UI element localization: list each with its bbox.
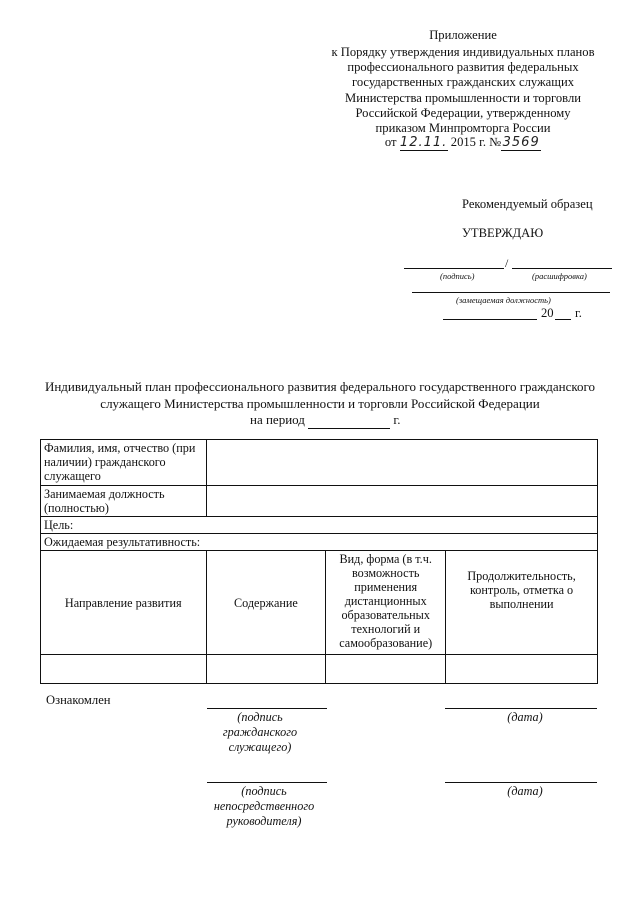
period-prefix: на период <box>250 412 305 427</box>
table-row <box>41 655 598 684</box>
plan-title-line-2: служащего Министерства промышленности и торговли Российской Федерации <box>100 396 540 411</box>
signature-line <box>404 268 504 269</box>
table-header-row <box>41 551 598 655</box>
empty-cell[interactable] <box>41 655 207 684</box>
header-form: Вид, форма (в т.ч. возможность применения дистанционных образовательных технологий и самообразование) <box>326 551 446 655</box>
date-caption-1: (дата) <box>507 710 543 724</box>
empty-cell[interactable] <box>326 655 446 684</box>
employee-signature-caption: (подпись гражданского служащего) <box>222 710 298 754</box>
approval-date-year: 20 <box>541 306 554 320</box>
manager-signature-line <box>207 782 327 783</box>
year-number-text: 2015 г. № <box>450 135 502 149</box>
signature-caption: (подпись) <box>440 271 475 281</box>
appendix-line-4: Министерства промышленности и торговли <box>345 91 581 105</box>
decoding-line <box>512 268 612 269</box>
plan-title-line-1: Индивидуальный план профессионального развития федерального государственного гражданского <box>44 379 596 394</box>
appendix-line-2: профессионального развития федеральных <box>347 60 579 74</box>
empty-cell[interactable] <box>446 655 598 684</box>
fio-label-cell: Фамилия, имя, отчество (при наличии) гражданского служащего <box>41 440 207 486</box>
recommended-sample-label: Рекомендуемый образец <box>462 197 593 211</box>
employee-signature-line <box>207 708 327 709</box>
handwritten-date: 12.11. <box>399 135 448 150</box>
plan-period <box>250 412 401 429</box>
approval-year-blank <box>555 319 571 320</box>
manager-signature-caption: (подпись непосредственного руководителя) <box>213 784 315 828</box>
appendix-line-3: государственных гражданских служащих <box>351 75 575 89</box>
appendix-title: Приложение <box>429 28 497 42</box>
position-caption: (замещаемая должность) <box>456 295 551 305</box>
position-value-cell[interactable] <box>206 486 597 517</box>
appendix-line-5: Российской Федерации, утвержденному <box>355 106 571 120</box>
appendix-line-1: к Порядку утверждения индивидуальных планов <box>331 45 595 59</box>
approval-date-suffix: г. <box>575 306 582 320</box>
table-row <box>41 534 598 551</box>
decoding-caption: (расшифровка) <box>532 271 587 281</box>
period-blank <box>308 412 390 429</box>
slash-separator: / <box>505 256 509 270</box>
header-duration: Продолжительность, контроль, отметка о выполнении <box>446 551 598 655</box>
date-prefix: от <box>384 135 397 149</box>
header-content: Содержание <box>206 551 326 655</box>
position-line <box>412 292 610 293</box>
appendix-line-6: приказом Минпромторга России <box>375 121 551 135</box>
expected-result-cell[interactable]: Ожидаемая результативность: <box>41 534 598 551</box>
table-row <box>41 517 598 534</box>
fio-value-cell[interactable] <box>206 440 597 486</box>
appendix-date-line <box>300 135 626 151</box>
approve-label: УТВЕРЖДАЮ <box>462 226 544 240</box>
acquainted-label: Ознакомлен <box>46 693 111 707</box>
header-direction: Направление развития <box>41 551 207 655</box>
period-suffix: г. <box>393 412 401 427</box>
handwritten-number: 3569 <box>502 135 540 150</box>
empty-cell[interactable] <box>206 655 326 684</box>
date-line-2 <box>445 782 597 783</box>
date-line-1 <box>445 708 597 709</box>
date-caption-2: (дата) <box>507 784 543 798</box>
approval-date-line <box>443 319 537 320</box>
plan-table <box>40 439 598 684</box>
table-row <box>41 440 598 486</box>
position-label-cell: Занимаемая должность (полностью) <box>41 486 207 517</box>
table-row <box>41 486 598 517</box>
goal-cell[interactable]: Цель: <box>41 517 598 534</box>
